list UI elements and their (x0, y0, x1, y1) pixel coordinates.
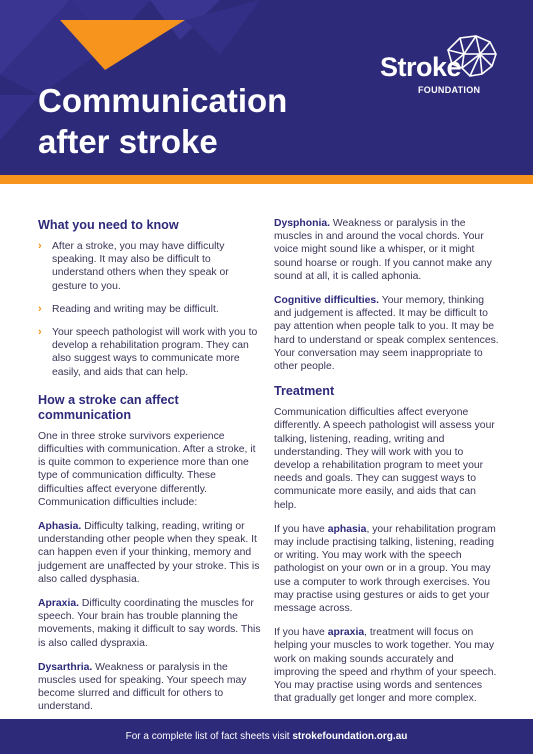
logo-subtitle: FOUNDATION (418, 85, 481, 95)
chevron-right-icon: › (38, 302, 42, 315)
dysphonia-paragraph: Dysphonia. Weakness or paralysis in the muscles in and around the vocal chords. Your voice might sound like a whisper, or it might sound hoarse or rough. If you cannot make any sound at all, it is called aphonia. (274, 218, 492, 282)
chevron-right-icon: › (38, 240, 42, 252)
left-column (38, 218, 264, 725)
aphasia-treatment-paragraph: If you have aphasia, your rehabilitation program may include practising talking, listening, reading or writing. You may work with the speech pathologist on your own or in a group. You may use a computer to work through exercises. You may practise using gestures or aids to get your message across. (274, 523, 496, 615)
treatment-intro-paragraph: Communication difficulties affect everyone differently. A speech pathologist will assess your talking, listening, reading, writing and understanding. They will work with you to develop a rehabilitation program to meet your needs and goals. They can suggest ways to communicate more easily, and aids that can help. (274, 407, 495, 511)
list-item: › After a stroke, you may have difficulty speaking. It may also be difficult to understand others when they speak or gesture to you. (38, 240, 229, 292)
cognitive-paragraph: Cognitive difficulties. Your memory, thinking and judgement is affected. It may be difficult to pay attention when people talk to you. It may be hard to understand or speak complex sentences. Your conversation may seem inappropriate to other people. (274, 295, 499, 373)
stroke-foundation-logo (380, 34, 500, 104)
apraxia-paragraph: Apraxia. Difficulty coordinating the muscles for speech. Your brain has trouble planning the movements, making it difficult to say words. This is also called dyspraxia. (38, 598, 261, 649)
header-banner (0, 0, 533, 175)
footer-text: For a complete list of fact sheets visit (125, 731, 293, 742)
apraxia-treatment-paragraph: If you have apraxia, treatment will focus on helping your muscles to work together. You may work on making sounds accurately and improving the speed and rhythm of your speech. You may practise using words and sentences that gradually get longer and more complex. (274, 627, 497, 705)
section-heading-treatment: Treatment (274, 384, 335, 399)
footer-bar (0, 719, 533, 754)
chevron-right-icon: › (38, 326, 42, 339)
section-heading-how-stroke-affects: How a stroke can affect communication (38, 392, 179, 422)
list-item: › Reading and writing may be difficult. (38, 302, 219, 315)
right-column (274, 217, 500, 717)
key-points-list (38, 240, 264, 379)
title-line-1: Communication (38, 82, 288, 119)
list-item: › Your speech pathologist will work with you to develop a rehabilitation program. They can also suggest ways to communicate more easily, and aids that can help. (38, 326, 258, 378)
intro-paragraph: One in three stroke survivors experience difficulties with communication. After a stroke, it is quite common to experience more than one type of communication difficulty. These difficulties affect everyone differently. Communication difficulties include: (38, 430, 256, 508)
logo-wordmark: Stroke (380, 52, 462, 82)
orange-divider (0, 175, 533, 184)
footer-link[interactable]: strokefoundation.org.au (292, 731, 408, 742)
title-line-2: after stroke (38, 123, 218, 160)
page-title (38, 80, 358, 162)
dysarthria-paragraph: Dysarthria. Weakness or paralysis in the muscles used for speaking. Your speech may become slurred and difficult for others to understand. (38, 661, 247, 713)
section-heading-what-you-need: What you need to know (38, 218, 179, 232)
aphasia-paragraph: Aphasia. Difficulty talking, reading, writing or understanding other people when they speak. It can happen even if your thinking, memory and judgement are unaffected by your stroke. This is also called dysphasia. (38, 521, 260, 585)
